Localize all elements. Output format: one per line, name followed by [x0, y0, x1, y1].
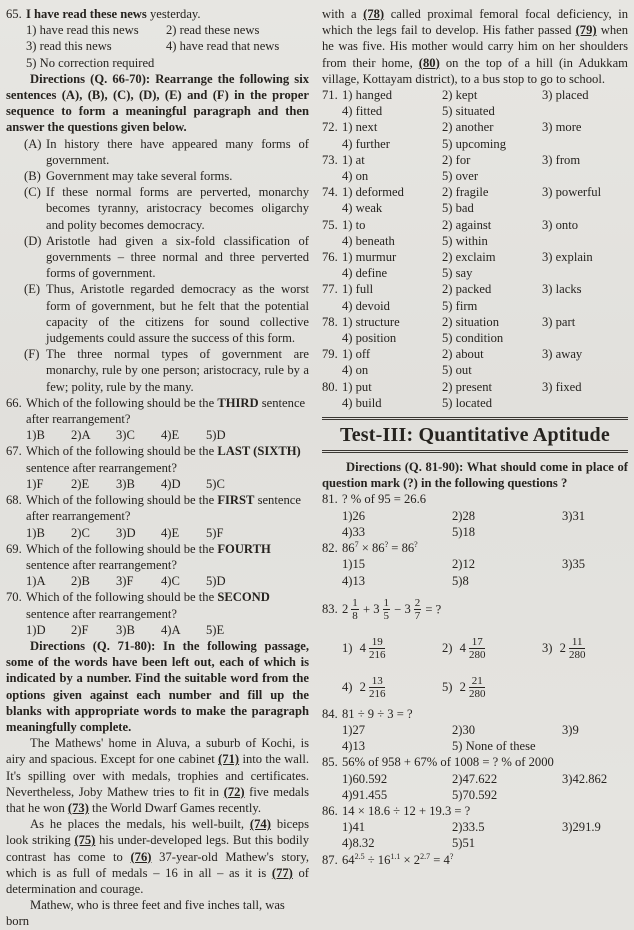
option: 1)26 — [342, 508, 366, 523]
question-number: 75. — [322, 217, 338, 232]
sentence-text: The three normal types of government are monarchy, rule by one person; aristocracy, rule by a few; polity, rule by the many. — [46, 347, 309, 394]
sentence-text: In history there have appeared many forms of government. — [46, 136, 309, 167]
option: 1) 4 $\frac{19}{216}$ — [342, 635, 386, 661]
option: 1)27 — [342, 722, 366, 737]
question-75 — [322, 217, 628, 249]
sentence-label: (F) — [24, 347, 40, 362]
passage-text: As he places the medals, his well-built, — [30, 817, 250, 832]
spacer — [322, 265, 342, 281]
option: 3)291.9 — [562, 820, 601, 835]
question-number: 74. — [322, 185, 338, 200]
question-72 — [322, 119, 628, 151]
fill-in-questions — [322, 87, 628, 411]
question-stem: $86^7 \times 86^? = 86^?$ — [342, 539, 418, 556]
question-keyword: LAST (SIXTH) — [217, 444, 301, 459]
passage-text: of determination and courage. — [6, 865, 309, 896]
option: 3) onto — [542, 217, 579, 232]
question-number: 79. — [322, 347, 338, 362]
option: 5) upcoming — [442, 136, 507, 151]
option: 1)60.592 — [342, 771, 388, 786]
option: 1) deformed — [342, 185, 404, 200]
option: 4) on — [342, 169, 369, 184]
option: 1)B — [26, 428, 45, 443]
spacer — [542, 103, 628, 119]
option: 5) None of these — [452, 739, 536, 754]
option: 1) at — [342, 152, 365, 167]
question-stem: Which of the following should be the — [26, 395, 218, 410]
sentence-d — [6, 233, 309, 282]
question-74 — [322, 184, 628, 216]
option: 4) fitted — [342, 104, 383, 119]
option: 2)A — [71, 428, 91, 443]
option: 1)D — [26, 622, 46, 637]
sentence-label: (C) — [24, 185, 41, 200]
question-number: 81. — [322, 492, 338, 507]
option: 1)F — [26, 476, 44, 491]
sentence-text: Aristotle had given a six-fold classification of governments – three normal and three perverted forms of government. — [46, 233, 309, 281]
option: 5)F — [206, 525, 224, 540]
directions-81-90: Directions (Q. 81-90): What should come in place of question mark (?) in the following questions ? — [322, 460, 628, 491]
question-keyword: FOURTH — [217, 541, 271, 556]
spacer — [322, 168, 342, 184]
option: 1) full — [342, 282, 374, 297]
option: 5) condition — [442, 331, 504, 346]
option: 2) read these news — [166, 23, 260, 38]
option: 4) beneath — [342, 233, 395, 248]
option: 3) from — [542, 152, 581, 167]
question-number: 84. — [322, 706, 338, 721]
question-number: 83. — [322, 602, 338, 617]
directions-71-80: Directions (Q. 71-80): In the following passage, some of the words have been left out, each of which is indicated by a number. Find the suitable word from the options given against each number and fill up the blanks with appropriate words to make the paragraph meaningfully complete. — [6, 638, 309, 734]
sentence-text: If these normal forms are perverted, monarchy becomes tyranny, aristocracy becomes oligarchy and polity becomes democracy. — [46, 185, 309, 232]
options-row — [322, 675, 628, 700]
option: 3) lacks — [542, 282, 582, 297]
option: 2)33.5 — [452, 820, 485, 835]
question-number: 78. — [322, 314, 338, 329]
option: 5)D — [206, 574, 226, 589]
spacer — [322, 362, 342, 378]
question-stem: Which of the following should be the — [26, 541, 218, 556]
option: 4) 2 $\frac{13}{216}$ — [342, 674, 386, 700]
option: 3)B — [116, 622, 135, 637]
passage-text: called proximal femoral focal deficiency, in which the legs fail to develop. His father passed — [322, 7, 628, 38]
option: 5) say — [442, 266, 473, 281]
option: 3) fixed — [542, 379, 582, 394]
spacer — [542, 168, 628, 184]
option: 4) define — [342, 266, 388, 281]
option: 5)51 — [452, 836, 476, 851]
question-66 — [6, 395, 309, 444]
option: 5) situated — [442, 104, 495, 119]
option: 3)F — [116, 574, 134, 589]
question-number: 72. — [322, 120, 338, 135]
option: 3)42.862 — [562, 771, 608, 786]
passage-continuation — [322, 6, 628, 87]
option: 4) weak — [342, 201, 383, 216]
option: 3) away — [542, 347, 583, 362]
question-77 — [322, 281, 628, 313]
question-stem: Which of the following should be the — [26, 493, 218, 508]
passage-text: five medals that he won — [6, 784, 309, 815]
directions-66-70: Directions (Q. 66-70): Rearrange the following six sentences (A), (B), (C), (D), (E) and (F) in the proper sequence to form a meaningful paragraph and then answer the questions given below. — [6, 71, 309, 135]
option: 5) over — [442, 169, 479, 184]
option: 3)35 — [562, 557, 586, 572]
passage-text: with a — [322, 7, 364, 21]
question-79 — [322, 346, 628, 378]
option: 2) situation — [442, 314, 500, 329]
option: 2) about — [442, 347, 484, 362]
blank-80: (80) — [418, 55, 440, 70]
passage-paragraph-3-cut: Mathew, who is three feet and five inches tall, was born — [6, 898, 285, 929]
option: 2) another — [442, 120, 494, 135]
question-keyword: SECOND — [217, 590, 270, 605]
blank-72: (72) — [223, 784, 245, 799]
spacer — [322, 136, 342, 152]
option: 3) read this news — [26, 39, 112, 54]
question-number: 68. — [6, 493, 22, 508]
option: 3) part — [542, 314, 576, 329]
option: 1) to — [342, 217, 366, 232]
question-86 — [322, 803, 628, 852]
left-column — [6, 6, 309, 930]
option: 4) position — [342, 331, 397, 346]
question-stem: Which of the following should be the — [26, 444, 218, 459]
options-row — [6, 38, 309, 54]
spacer — [542, 330, 628, 346]
option: 3) powerful — [542, 185, 602, 200]
sentence-f — [6, 346, 309, 395]
option: 2) packed — [442, 282, 492, 297]
question-number: 86. — [322, 803, 338, 818]
option: 4) on — [342, 363, 369, 378]
option: 5) 2 $\frac{21}{280}$ — [442, 674, 486, 700]
spacer — [322, 395, 342, 411]
option: 2)B — [71, 574, 90, 589]
question-85 — [322, 754, 628, 803]
question-keyword: FIRST — [217, 493, 255, 508]
sentence-text: Government may take several forms. — [46, 169, 233, 184]
sentence-c — [6, 184, 309, 233]
option: 5)18 — [452, 524, 476, 539]
option: 2)F — [71, 622, 89, 637]
option: 2)E — [71, 476, 90, 491]
option: 3) placed — [542, 88, 589, 103]
sentence-text: Thus, Aristotle regarded democracy as the worst form of government, but he felt that the potential capacity of the citizens for sound collective judgements could assure the success of this form. — [46, 282, 309, 346]
question-stem: sentence after rearrangement? — [26, 606, 178, 621]
option: 4)C — [161, 574, 180, 589]
question-number: 67. — [6, 444, 22, 459]
option: 5) firm — [442, 298, 478, 313]
option: 5) within — [442, 233, 488, 248]
spacer — [542, 233, 628, 249]
right-column — [322, 6, 628, 868]
passage-text: on the top of a hill (in Adukkam village, Kottayam district), to a bus stop to go to school. — [322, 55, 628, 86]
blank-78: (78) — [363, 7, 385, 21]
spacer — [542, 362, 628, 378]
option: 1) off — [342, 347, 371, 362]
option: 3)D — [116, 525, 136, 540]
option: 5)D — [206, 428, 226, 443]
option: 1)B — [26, 525, 45, 540]
option: 2)C — [71, 525, 90, 540]
question-71 — [322, 87, 628, 119]
section-title: Test-III: Quantitative Aptitude — [322, 417, 628, 453]
option: 2)47.622 — [452, 771, 498, 786]
option: 2) present — [442, 379, 493, 394]
option: 4)8.32 — [342, 836, 375, 851]
question-number: 73. — [322, 152, 338, 167]
option: 4) have read that news — [166, 39, 280, 54]
option: 3) more — [542, 120, 582, 135]
question-stem: sentence after rearrangement? — [26, 460, 178, 475]
option: 1) hanged — [342, 88, 393, 103]
option: 2)28 — [452, 508, 476, 523]
question-stem: 56% of 958 + 67% of 1008 = ? % of 2000 — [342, 755, 554, 770]
passage-paragraph-2 — [6, 816, 309, 897]
question-number: 77. — [322, 282, 338, 297]
option: 4)13 — [342, 739, 366, 754]
sentence-label: (E) — [24, 282, 41, 297]
option: 2) exclaim — [442, 250, 496, 265]
option: 4) further — [342, 136, 390, 151]
option: 1)41 — [342, 820, 366, 835]
sentence-b — [6, 168, 309, 184]
question-number: 76. — [322, 250, 338, 265]
passage-text: 37-year-old Mathew's story, which is as full of medals – 16 in all – as it is — [6, 849, 309, 880]
sentence-label: (B) — [24, 169, 41, 184]
option: 3) explain — [542, 250, 593, 265]
question-stem: Which of the following should be the — [26, 590, 218, 605]
option: 5) located — [442, 395, 492, 410]
sentence-label: (D) — [24, 233, 42, 248]
option: 1) have read this news — [26, 23, 139, 38]
spacer — [542, 136, 628, 152]
question-68 — [6, 492, 309, 541]
question-stem: $64^{2.5} \div 16^{1.1} \times 2^{2.7} = 4^?$ — [342, 851, 454, 867]
option: 3)C — [116, 428, 135, 443]
option: 3)31 — [562, 508, 586, 523]
option: 4)13 — [342, 573, 366, 588]
spacer — [542, 298, 628, 314]
spacer — [322, 330, 342, 346]
sentence-a — [6, 136, 309, 168]
question-keyword: THIRD — [217, 395, 259, 410]
passage-paragraph-1 — [6, 735, 309, 816]
question-65 — [6, 6, 309, 22]
question-stem: sentence after rearrangement? — [26, 395, 306, 427]
question-stem: sentence after rearrangement? — [26, 557, 178, 572]
blank-76: (76) — [130, 849, 152, 864]
question-67 — [6, 443, 309, 492]
question-87 — [322, 852, 628, 868]
option: 1)A — [26, 574, 46, 589]
blank-71: (71) — [218, 752, 240, 767]
option: 5) out — [442, 363, 472, 378]
option: 3)B — [116, 476, 135, 491]
option: 4)D — [161, 476, 181, 491]
option: 5) No correction required — [26, 55, 155, 70]
blank-75: (75) — [74, 833, 96, 848]
spacer — [542, 395, 628, 411]
question-81 — [322, 491, 628, 540]
option: 2) fragile — [442, 185, 489, 200]
option: 4)E — [161, 525, 180, 540]
spacer — [322, 200, 342, 216]
option: 4) devoid — [342, 298, 390, 313]
spacer — [322, 233, 342, 249]
passage-text: biceps look striking — [6, 817, 309, 848]
blank-73: (73) — [67, 800, 89, 815]
question-number: 80. — [322, 379, 338, 394]
question-83 — [322, 597, 628, 700]
passage-text: the World Dwarf Games recently. — [88, 800, 261, 815]
question-stem: 2 $\frac{1}{8}$ + 3 $\frac{1}{5}$ − 3 $\frac{2}{7}$ = ? — [342, 596, 442, 622]
options-row — [6, 55, 309, 71]
question-number: 82. — [322, 541, 338, 556]
option: 2) 4 $\frac{17}{280}$ — [442, 635, 486, 661]
sentence-e — [6, 281, 309, 346]
question-80 — [322, 379, 628, 411]
passage-text: his under-developed legs. But this bodily contrast has come to — [6, 833, 309, 864]
question-69 — [6, 541, 309, 590]
option: 4) build — [342, 395, 382, 410]
option: 1) put — [342, 379, 372, 394]
question-stem: yesterday. — [146, 7, 201, 21]
question-number: 69. — [6, 541, 22, 556]
option: 5)8 — [452, 573, 469, 588]
option: 2) for — [442, 152, 471, 167]
option: 5)C — [206, 476, 225, 491]
blank-79: (79) — [575, 23, 597, 38]
passage-text: when he was five. His mother would carry him on her shoulders from their home, — [322, 23, 628, 70]
blank-77: (77) — [271, 865, 293, 880]
question-70 — [6, 589, 309, 638]
option: 5) bad — [442, 201, 474, 216]
passage-text: into the wall. It's spilling over with medals, trophies and certificates. Nevertheless, Joby Mathew tries to fit in — [6, 752, 310, 799]
sentence-label: (A) — [24, 136, 42, 151]
question-number: 66. — [6, 395, 22, 410]
question-number: 70. — [6, 590, 22, 605]
option: 4)A — [161, 622, 181, 637]
option: 2)30 — [452, 722, 476, 737]
spacer — [542, 265, 628, 281]
question-number: 65. — [6, 7, 22, 21]
option: 5)70.592 — [452, 787, 498, 802]
blank-74: (74) — [249, 817, 271, 832]
question-number: 71. — [322, 88, 338, 103]
option: 3) 2 $\frac{11}{280}$ — [542, 635, 586, 661]
option: 2) kept — [442, 88, 478, 103]
spacer — [322, 298, 342, 314]
question-84 — [322, 706, 628, 755]
question-stem: 14 × 18.6 ÷ 12 + 19.3 = ? — [342, 803, 471, 818]
question-stem-bold: I have read these news — [26, 7, 147, 21]
option: 1)15 — [342, 557, 366, 572]
spacer — [542, 200, 628, 216]
spacer — [322, 103, 342, 119]
question-78 — [322, 314, 628, 346]
question-number: 85. — [322, 755, 338, 770]
question-stem: 81 ÷ 9 ÷ 3 = ? — [342, 706, 413, 721]
question-stem: ? % of 95 = 26.6 — [342, 492, 427, 507]
option: 5)E — [206, 622, 225, 637]
option: 4)33 — [342, 524, 366, 539]
option: 1) next — [342, 120, 378, 135]
option: 4)E — [161, 428, 180, 443]
option: 3)9 — [562, 722, 579, 737]
option: 1) structure — [342, 314, 400, 329]
options-row — [322, 636, 628, 661]
question-number: 87. — [322, 852, 338, 867]
options-row — [6, 22, 309, 38]
option: 1) murmur — [342, 250, 397, 265]
option: 2)12 — [452, 557, 476, 572]
question-76 — [322, 249, 628, 281]
question-73 — [322, 152, 628, 184]
question-stem: sentence after rearrangement? — [26, 493, 301, 524]
question-82 — [322, 540, 628, 589]
option: 2) against — [442, 217, 492, 232]
passage-text: The Mathews' home in Aluva, a suburb of Kochi, is airy and spacious. Except for one cabinet — [6, 736, 309, 767]
option: 4)91.455 — [342, 787, 388, 802]
